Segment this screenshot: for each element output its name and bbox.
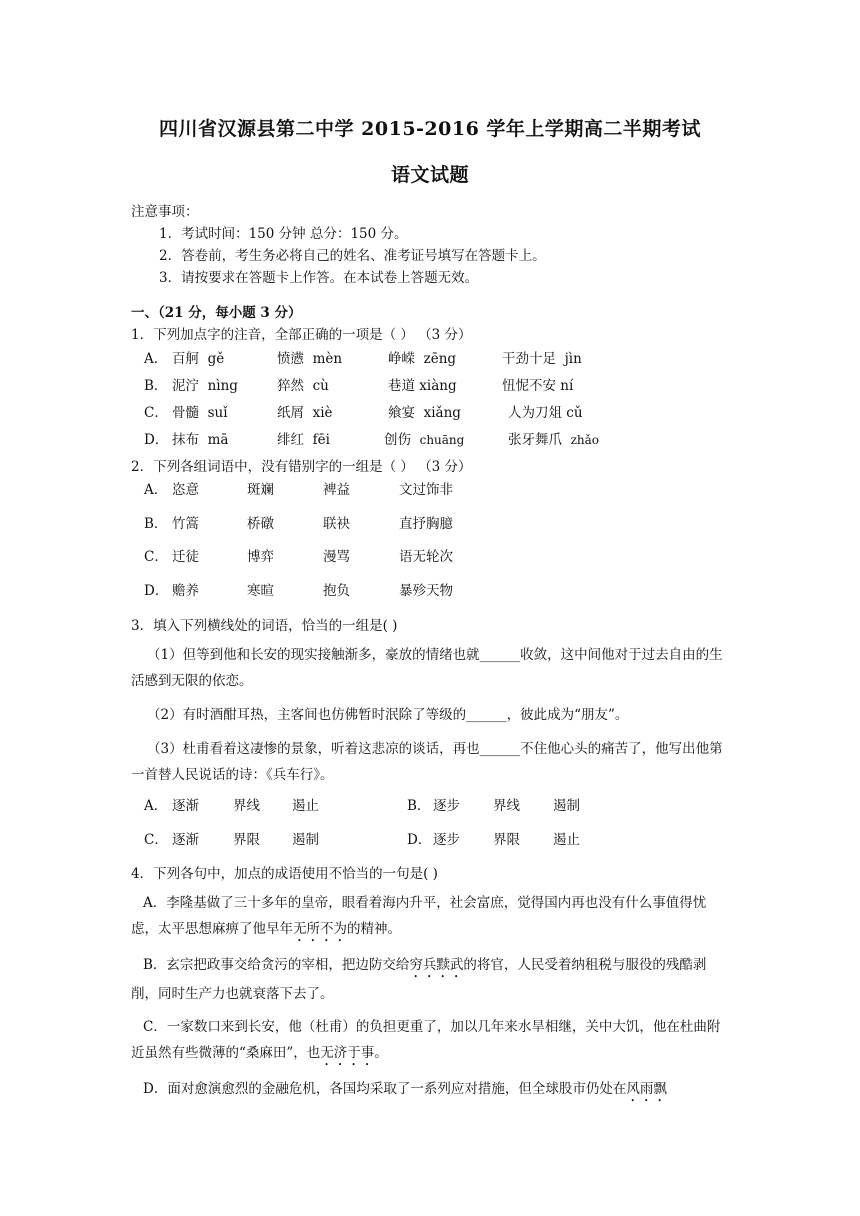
- notice-item: 2．答卷前，考生务必将自己的姓名、准考证号填写在答题卡上。: [159, 248, 546, 264]
- option-word: 恣意: [172, 482, 199, 498]
- option-label: B．: [407, 798, 431, 814]
- option-word: 界线: [493, 798, 520, 814]
- option-text: A．李隆基做了三十多年的皇帝，眼看着海内升平，社会富庶，觉得国内再也没有什么事值得忧虑，太平思想麻痹了他早年: [131, 895, 707, 937]
- exam-title: 四川省汉源县第二中学 2015-2016 学年上学期高二半期考试: [159, 118, 701, 140]
- q4-option-b: [131, 952, 731, 1007]
- option-word: 桥礅: [247, 516, 274, 532]
- dotted-idiom: 无所不为: [293, 921, 347, 937]
- option-word: 斑斓: [247, 482, 274, 498]
- option-label: A．: [144, 482, 168, 498]
- option-label: B．: [144, 516, 168, 532]
- option-word: 抱负: [323, 583, 350, 599]
- option-word: 创伤 chuāng: [384, 432, 465, 448]
- option-label: D．: [144, 583, 169, 599]
- option-word: 巷道 xiàng: [388, 378, 457, 394]
- option-word: 逐渐: [172, 832, 199, 848]
- option-label: C．: [144, 549, 168, 565]
- option-word: 愤懑 mèn: [277, 351, 343, 367]
- option-word: 逐步: [433, 832, 460, 848]
- option-word: 暴殄天物: [399, 583, 453, 599]
- option-word: 寒暄: [247, 583, 274, 599]
- dotted-idiom: 无济于事: [320, 1045, 375, 1061]
- option-word: 人为刀俎 cǔ: [508, 405, 583, 421]
- notice-heading: 注意事项：: [131, 204, 199, 220]
- option-word: 遏制: [553, 798, 580, 814]
- option-label: A．: [144, 798, 168, 814]
- option-text: 。: [374, 1045, 388, 1061]
- option-text: C．一家数口来到长安，他（杜甫）的负担更重了，加以几年来水旱相继，关中大饥，他在杜曲附近虽然有些微薄的“桑麻田”，也: [131, 1019, 721, 1061]
- option-word: 抹布 mā: [172, 432, 229, 448]
- option-word: 文过饰非: [399, 482, 453, 498]
- option-word: 界限: [493, 832, 520, 848]
- dotted-idiom: 穷兵黩武: [409, 957, 464, 973]
- notice-item: 1．考试时间：150 分钟 总分：150 分。: [159, 226, 408, 242]
- option-word: 迁徒: [172, 549, 199, 565]
- option-word: 逐渐: [172, 798, 199, 814]
- option-word: 联袂: [323, 516, 350, 532]
- option-word: 泥泞 nìng: [172, 378, 238, 394]
- option-word: 遏止: [292, 798, 319, 814]
- option-word: 张牙舞爪 zhǎo: [508, 432, 600, 448]
- option-word: 竹篙: [172, 516, 199, 532]
- question-stem: 3．填入下列横线处的词语，恰当的一组是( ): [131, 618, 398, 634]
- option-text: D．面对愈演愈烈的金融危机，各国均采取了一系列应对措施，但全球股市仍处在: [143, 1081, 627, 1097]
- option-text: B．玄宗把政事交给贪污的宰相，把边防交给: [143, 957, 410, 973]
- q4-option-d: [131, 1076, 731, 1105]
- option-label: B．: [144, 378, 168, 394]
- q4-option-a: [131, 890, 731, 945]
- option-word: 博弈: [247, 549, 274, 565]
- exam-subtitle: 语文试题: [390, 164, 469, 186]
- option-word: 界限: [233, 832, 260, 848]
- question-stem: 2．下列各组词语中，没有错别字的一组是（ ） （3 分）: [131, 459, 472, 475]
- option-word: 绯红 fēi: [277, 432, 330, 448]
- notice-item: 3．请按要求在答题卡上作答。在本试卷上答题无效。: [159, 270, 479, 286]
- option-label: D．: [407, 832, 432, 848]
- option-label: A．: [144, 351, 168, 367]
- q3-passage-3: （3）杜甫看着这凄惨的景象，听着这悲凉的谈话，再也______不住他心头的痛苦了，他写出他第一首替人民说话的诗：《兵车行》。: [131, 741, 723, 783]
- section-heading: 一、（21 分，每小题 3 分）: [131, 305, 302, 321]
- option-label: C．: [144, 405, 168, 421]
- question-stem: 1．下列加点字的注音，全部正确的一项是（ ） （3 分）: [131, 327, 472, 343]
- option-word: 忸怩不安 ní: [502, 378, 574, 394]
- option-word: 猝然 cù: [277, 378, 329, 394]
- option-word: 裨益: [323, 482, 350, 498]
- option-word: 逐步: [433, 798, 460, 814]
- q4-option-c: [131, 1014, 731, 1069]
- option-word: 纸屑 xiè: [277, 405, 333, 421]
- option-label: C．: [144, 832, 168, 848]
- option-word: 界线: [233, 798, 260, 814]
- option-label: D．: [144, 432, 169, 448]
- dotted-idiom: 风雨飘: [626, 1081, 667, 1097]
- q3-passage-1: （1）但等到他和长安的现实接触渐多，豪放的情绪也就______收敛，这中间他对于过去自由的生活感到无限的依恋。: [131, 647, 723, 689]
- option-word: 骨髓 suǐ: [172, 405, 228, 421]
- option-word: 飨宴 xiǎng: [388, 405, 461, 421]
- option-word: 直抒胸臆: [399, 516, 453, 532]
- option-word: 语无轮次: [399, 549, 453, 565]
- option-word: 遏止: [553, 832, 580, 848]
- option-word: 干劲十足 jìn: [502, 351, 582, 367]
- q3-passage-2: （2）有时酒酣耳热，主客间也仿佛暂时泯除了等级的______，彼此成为“朋友”。: [147, 707, 629, 723]
- option-word: 遏制: [292, 832, 319, 848]
- option-word: 漫骂: [323, 549, 350, 565]
- option-word: 赡养: [172, 583, 199, 599]
- option-text: 的精神。: [347, 921, 401, 937]
- option-word: 峥嵘 zēng: [388, 351, 457, 367]
- option-word: 百舸 gě: [172, 351, 225, 367]
- question-stem: 4．下列各句中，加点的成语使用不恰当的一句是( ): [131, 866, 438, 882]
- option-text: 的将官，人民受着纳租税与服役的残酷剥削，同时生产力也就衰落下去了。: [131, 957, 707, 1002]
